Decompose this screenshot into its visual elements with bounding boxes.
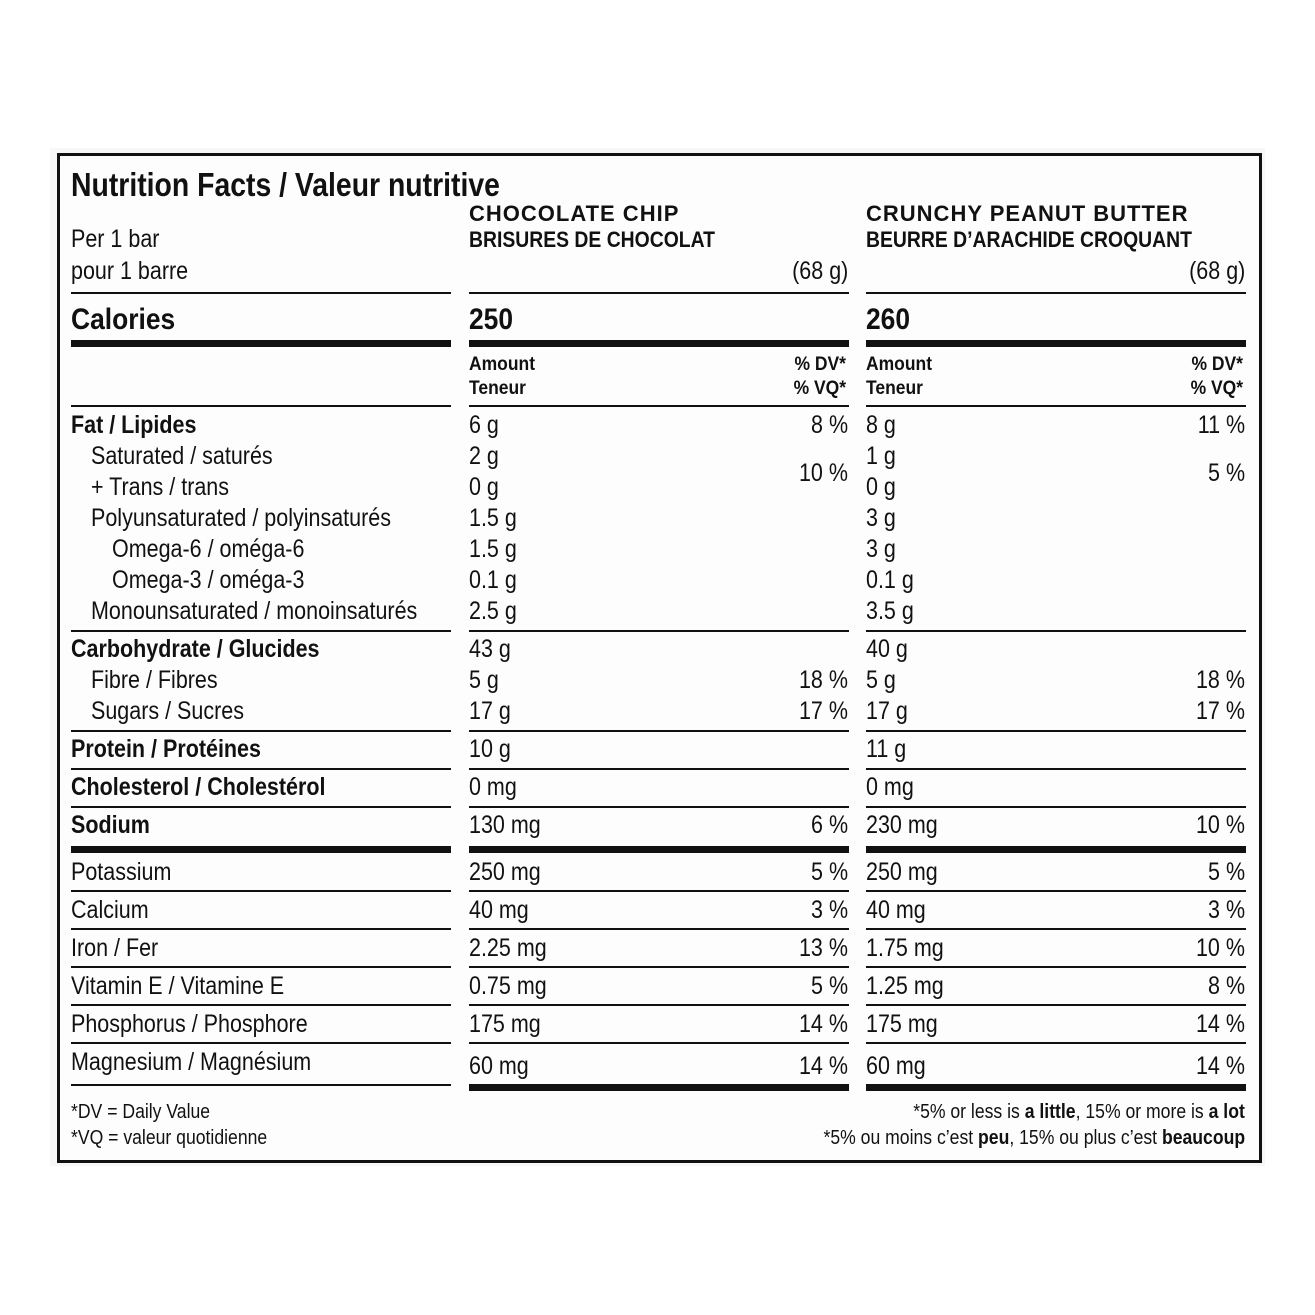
product-1-dv: 6 % [810, 811, 848, 839]
product-2-amount: 0.1 g [866, 566, 914, 594]
calories-label: Calories [71, 303, 176, 336]
product-2-dv: 5 % [1207, 858, 1245, 886]
product-1-amount: 0.1 g [469, 566, 517, 594]
nutrient-label: Protein / Protéines [71, 735, 261, 763]
product-1-amount: 1.5 g [469, 535, 517, 563]
product-2-dv: 11 % [1197, 411, 1245, 439]
product-1-dv: 3 % [810, 896, 848, 924]
product-2-dv-label: % DV* [1191, 354, 1243, 375]
product-1-sat-trans-dv: 10 % [798, 459, 848, 487]
divider [71, 806, 451, 808]
thick-divider [469, 1084, 849, 1091]
nutrient-label: Polyunsaturated / polyinsaturés [91, 504, 391, 532]
divider [71, 1004, 451, 1006]
product-2-amount: 175 mg [866, 1010, 938, 1038]
thick-divider [71, 846, 451, 853]
divider [469, 1004, 849, 1006]
divider [71, 928, 451, 930]
divider [71, 890, 451, 892]
divider [866, 806, 1246, 808]
divider [866, 1042, 1246, 1044]
divider [71, 768, 451, 770]
divider [469, 768, 849, 770]
divider [71, 966, 451, 968]
product-1-amount: 10 g [469, 735, 511, 763]
product-1-dv: 14 % [798, 1010, 848, 1038]
product-1-dv: 5 % [810, 972, 848, 1000]
divider [469, 405, 849, 407]
nutrient-label: Potassium [71, 858, 172, 886]
nutrient-label: Omega-3 / oméga-3 [112, 566, 305, 594]
footnote-scale-fr: *5% ou moins c’est peu, 15% ou plus c’est beaucoup [823, 1127, 1245, 1149]
divider [469, 630, 849, 632]
product-1-amount: 250 mg [469, 858, 541, 886]
product-1-amount: 0 g [469, 473, 499, 501]
thick-divider [71, 340, 451, 347]
product-1-dv: 17 % [798, 697, 848, 725]
product-2-amount: 230 mg [866, 811, 938, 839]
product-1-name-en: CHOCOLATE CHIP [469, 201, 680, 226]
divider [71, 292, 451, 294]
nutrient-label: Cholesterol / Cholestérol [71, 773, 326, 801]
product-1-dv: 8 % [810, 411, 848, 439]
product-2-amount-label: Amount [866, 354, 933, 375]
product-1-amount-label: Amount [469, 354, 536, 375]
product-2-amount: 3.5 g [866, 597, 914, 625]
product-2-amount: 5 g [866, 666, 896, 694]
product-1-amount: 2 g [469, 442, 499, 470]
nutrient-label: Vitamin E / Vitamine E [71, 972, 285, 1000]
nutrient-label: Monounsaturated / monoinsaturés [91, 597, 418, 625]
product-2-dv: 10 % [1195, 934, 1245, 962]
product-1-teneur-label: Teneur [469, 378, 526, 399]
product-2-dv: 10 % [1195, 811, 1245, 839]
product-1-amount: 17 g [469, 697, 511, 725]
nutrient-label: Sugars / Sucres [91, 697, 244, 725]
divider [866, 292, 1246, 294]
product-2-amount: 11 g [866, 735, 907, 763]
divider [71, 405, 451, 407]
product-1-amount: 1.5 g [469, 504, 517, 532]
divider [469, 806, 849, 808]
nutrient-label: Phosphorus / Phosphore [71, 1010, 308, 1038]
divider [866, 966, 1246, 968]
product-1-weight: (68 g) [791, 257, 848, 285]
product-2-name-en: CRUNCHY PEANUT BUTTER [866, 201, 1189, 226]
product-1-name-fr: BRISURES DE CHOCOLAT [469, 227, 715, 252]
divider [866, 1004, 1246, 1006]
product-2-amount: 8 g [866, 411, 896, 439]
product-2-amount: 1.75 mg [866, 934, 944, 962]
serving-size-fr: pour 1 barre [71, 257, 189, 285]
product-1-dv: 14 % [798, 1052, 848, 1080]
divider [71, 630, 451, 632]
product-2-dv: 8 % [1207, 972, 1245, 1000]
nutrient-label: Iron / Fer [71, 934, 159, 962]
product-1-amount: 40 mg [469, 896, 529, 924]
nutrient-label: Saturated / saturés [91, 442, 273, 470]
thick-divider [866, 1084, 1246, 1091]
divider [469, 730, 849, 732]
footnote-vq: *VQ = valeur quotidienne [71, 1127, 268, 1149]
product-2-amount: 0 g [866, 473, 896, 501]
nutrient-label: Fibre / Fibres [91, 666, 218, 694]
product-2-sat-trans-dv: 5 % [1207, 459, 1245, 487]
divider [71, 1084, 451, 1086]
product-1-amount: 60 mg [469, 1052, 529, 1080]
product-2-name-fr: BEURRE D’ARACHIDE CROQUANT [866, 227, 1192, 252]
product-2-weight: (68 g) [1188, 257, 1245, 285]
product-1-amount: 175 mg [469, 1010, 541, 1038]
product-2-amount: 1 g [866, 442, 896, 470]
nutrient-label: Magnesium / Magnésium [71, 1048, 312, 1076]
nutrient-label: Fat / Lipides [71, 411, 197, 439]
product-2-amount: 17 g [866, 697, 908, 725]
product-2-amount: 40 g [866, 635, 908, 663]
product-1-vq-label: % VQ* [793, 378, 846, 399]
product-2-vq-label: % VQ* [1190, 378, 1243, 399]
product-1-dv: 13 % [798, 934, 848, 962]
nutrient-label: Calcium [71, 896, 149, 924]
product-2-amount: 250 mg [866, 858, 938, 886]
product-1-amount: 0.75 mg [469, 972, 547, 1000]
product-2-amount: 40 mg [866, 896, 926, 924]
product-1-amount: 2.5 g [469, 597, 517, 625]
divider [71, 730, 451, 732]
divider [469, 292, 849, 294]
product-1-amount: 2.25 mg [469, 934, 547, 962]
divider [71, 1042, 451, 1044]
product-1-amount: 130 mg [469, 811, 541, 839]
thick-divider [469, 846, 849, 853]
product-1-amount: 6 g [469, 411, 499, 439]
product-2-calories: 260 [866, 303, 911, 336]
product-1-dv: 18 % [798, 666, 848, 694]
nutrient-label: Omega-6 / oméga-6 [112, 535, 305, 563]
table-title: Nutrition Facts / Valeur nutritive [71, 166, 500, 203]
divider [866, 890, 1246, 892]
product-2-amount: 1.25 mg [866, 972, 944, 1000]
product-2-teneur-label: Teneur [866, 378, 923, 399]
product-2-dv: 14 % [1195, 1010, 1245, 1038]
serving-size-en: Per 1 bar [71, 225, 160, 253]
product-2-amount: 0 mg [866, 773, 914, 801]
divider [866, 768, 1246, 770]
nutrient-label: Sodium [71, 811, 150, 839]
divider [866, 730, 1246, 732]
footnote-scale-en: *5% or less is a little, 15% or more is a lot [913, 1101, 1245, 1123]
product-1-amount: 43 g [469, 635, 511, 663]
nutrient-label: Carbohydrate / Glucides [71, 635, 320, 663]
product-2-dv: 17 % [1195, 697, 1245, 725]
divider [469, 928, 849, 930]
product-2-dv: 3 % [1207, 896, 1245, 924]
thick-divider [469, 340, 849, 347]
product-1-amount: 5 g [469, 666, 499, 694]
product-1-dv: 5 % [810, 858, 848, 886]
divider [469, 1042, 849, 1044]
product-1-dv-label: % DV* [794, 354, 846, 375]
product-1-amount: 0 mg [469, 773, 517, 801]
product-2-amount: 3 g [866, 535, 896, 563]
thick-divider [866, 846, 1246, 853]
thick-divider [866, 340, 1246, 347]
divider [469, 966, 849, 968]
product-2-amount: 60 mg [866, 1052, 926, 1080]
product-2-amount: 3 g [866, 504, 896, 532]
nutrient-label: + Trans / trans [91, 473, 230, 501]
footnote-dv: *DV = Daily Value [71, 1101, 211, 1123]
divider [866, 405, 1246, 407]
divider [866, 928, 1246, 930]
divider [469, 890, 849, 892]
product-1-calories: 250 [469, 303, 514, 336]
divider [866, 630, 1246, 632]
product-2-dv: 18 % [1195, 666, 1245, 694]
product-2-dv: 14 % [1195, 1052, 1245, 1080]
